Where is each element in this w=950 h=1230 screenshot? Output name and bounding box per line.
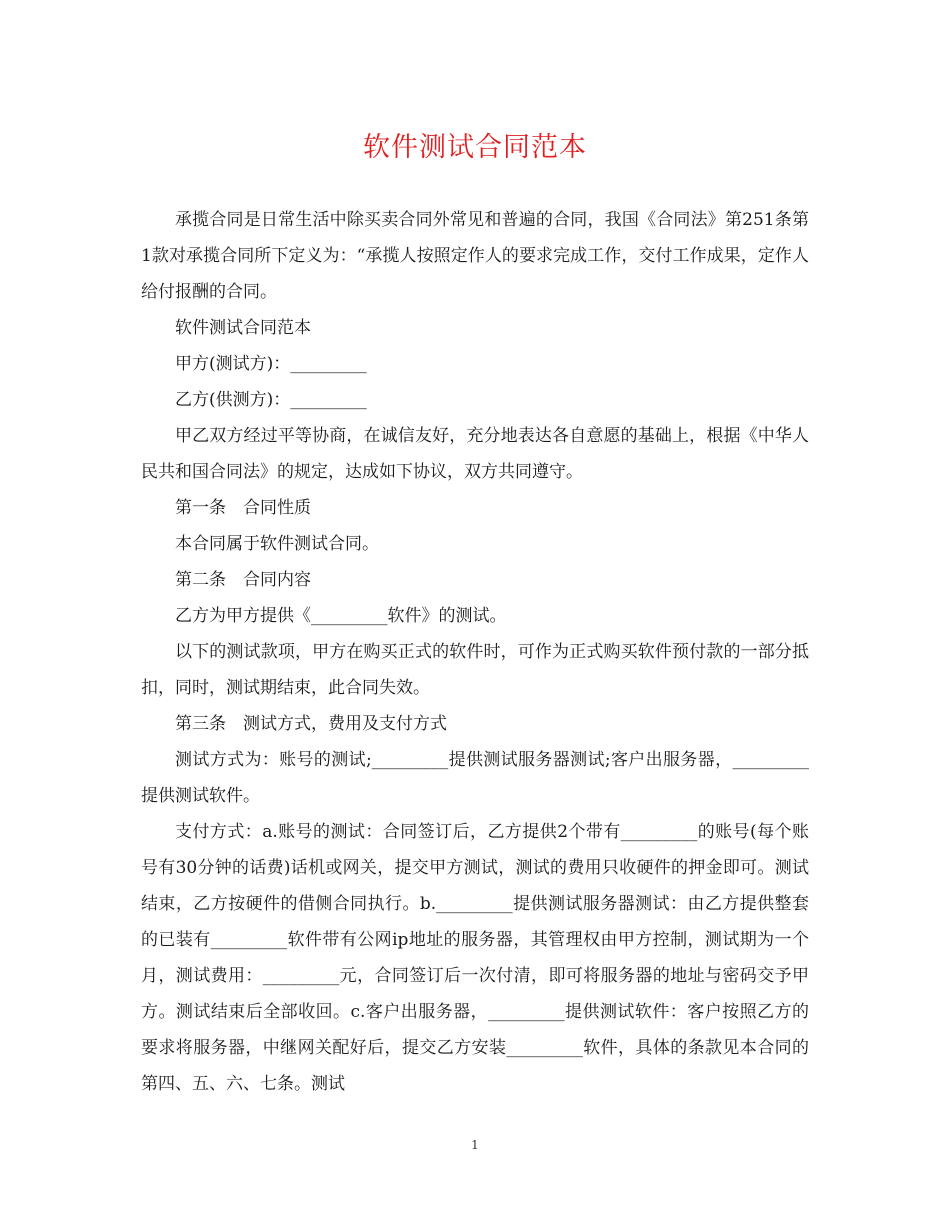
paragraph-intro: 承揽合同是日常生活中除买卖合同外常见和普遍的合同，我国《合同法》第251条第1款对承揽合同所下定义为：“承揽人按照定作人的要求完成工作，交付工作成果，定作人给付报酬的合同。 [141, 210, 809, 302]
paragraph-agreement: 甲乙双方经过平等协商，在诚信友好，充分地表达各自意愿的基础上，根据《中华人民共和国合同法》的规定，达成如下协议，双方共同遵守。 [141, 426, 809, 482]
document-title: 软件测试合同范本 [363, 132, 587, 163]
article-2-text: 乙方为甲方提供《_________软件》的测试。 [175, 606, 507, 626]
article-1-text: 本合同属于软件测试合同。 [175, 534, 379, 554]
paragraph-party-a: 甲方(测试方)：_________ [175, 354, 367, 374]
article-2-heading: 第二条 合同内容 [175, 570, 311, 590]
article-3-heading: 第三条 测试方式，费用及支付方式 [175, 714, 447, 734]
article-3-payment-methods: 支付方式：a.账号的测试：合同签订后，乙方提供2个带有_________的账号(每个账号有30分钟的话费)话机或网关，提交甲方测试，测试的费用只收硬件的押金即可。测试结束，乙方按硬件的借侧合同执行。b._________提供测试服务器测试：由乙方提供整套的已装有_________软件带有公网ip地址的服务器，其管理权由甲方控制，测试期为一个月，测试费用：_________元，合同签订后一次付清，即可将服务器的地址与密码交予甲方。测试结束后全部收回。c.客户出服务器，_________提供测试软件：客户按照乙方的要求将服务器，中继网关配好后，提交乙方安装_________软件，具体的条款见本合同的第四、五、六、七条。测试 [141, 822, 809, 1094]
page-number: 1 [471, 1138, 479, 1152]
article-2-text-2: 以下的测试款项，甲方在购买正式的软件时，可作为正式购买软件预付款的一部分抵扣，同时，测试期结束，此合同失效。 [141, 642, 809, 698]
paragraph-party-b: 乙方(供测方)：_________ [175, 390, 367, 410]
document-body [141, 202, 809, 1102]
article-1-heading: 第一条 合同性质 [175, 498, 311, 518]
paragraph-contract-title: 软件测试合同范本 [175, 318, 311, 338]
article-3-test-methods: 测试方式为：账号的测试;_________提供测试服务器测试;客户出服务器，_________提供测试软件。 [141, 750, 809, 806]
